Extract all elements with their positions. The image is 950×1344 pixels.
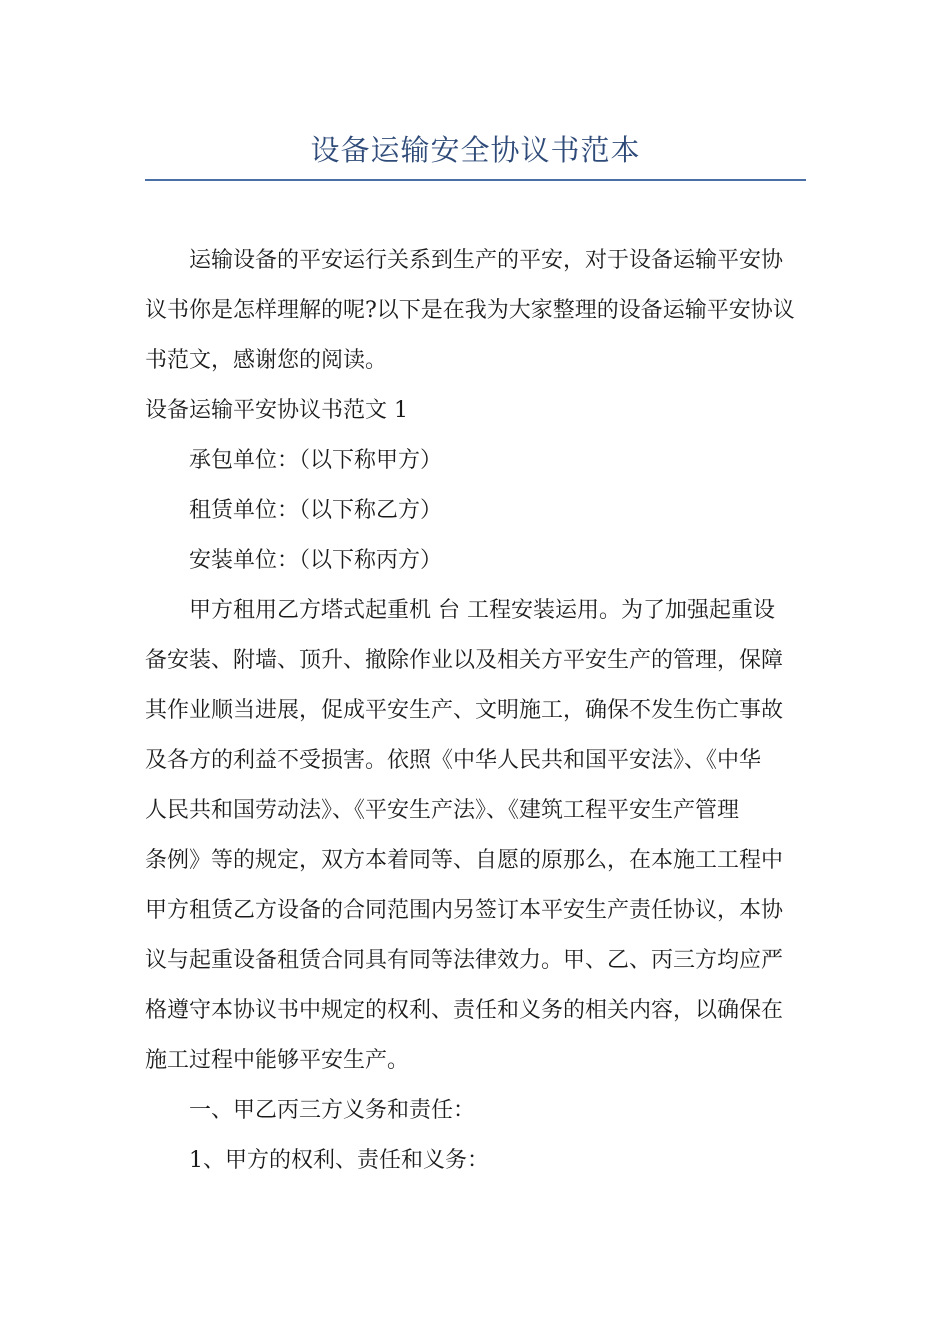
party-contractor: 承包单位：（以下称甲方）	[189, 448, 443, 473]
main-line: 备安装、附墙、顶升、撤除作业以及相关方平安生产的管理，保障	[145, 648, 784, 673]
section-heading: 设备运输平安协议书范文 1	[145, 398, 408, 423]
main-line: 议与起重设备租赁合同具有同等法律效力。甲、乙、丙三方均应严	[145, 948, 784, 973]
intro-line: 书范文，感谢您的阅读。	[145, 348, 388, 373]
main-line: 格遵守本协议书中规定的权利、责任和义务的相关内容，以确保在	[145, 998, 784, 1023]
main-line: 甲方租用乙方塔式起重机 台 工程安装运用。为了加强起重设	[189, 598, 775, 623]
main-line: 施工过程中能够平安生产。	[145, 1048, 410, 1073]
party-lessor: 租赁单位：（以下称乙方）	[189, 498, 443, 523]
intro-paragraph	[145, 236, 806, 386]
main-line: 及各方的利益不受损害。依照《中华人民共和国平安法》、《中华	[145, 748, 762, 773]
main-line: 条例》等的规定，双方本着同等、自愿的原那么，在本施工工程中	[145, 848, 784, 873]
main-paragraph	[145, 586, 806, 1086]
sub-clause-heading: 1、甲方的权利、责任和义务：	[189, 1148, 489, 1173]
main-line: 人民共和国劳动法》、《平安生产法》、《建筑工程平安生产管理	[145, 798, 740, 823]
document-body	[145, 236, 806, 1186]
main-line: 甲方租赁乙方设备的合同范围内另签订本平安生产责任协议，本协	[145, 898, 784, 923]
title-underline	[145, 179, 806, 181]
party-installer: 安装单位：（以下称丙方）	[189, 548, 443, 573]
clause-heading: 一、甲乙丙三方义务和责任：	[189, 1098, 476, 1123]
intro-line: 运输设备的平安运行关系到生产的平安，对于设备运输平安协	[189, 248, 784, 273]
document-title: 设备运输安全协议书范本	[310, 133, 641, 167]
intro-line: 议书你是怎样理解的呢?以下是在我为大家整理的设备运输平安协议	[145, 298, 795, 323]
main-line: 其作业顺当进展，促成平安生产、文明施工，确保不发生伤亡事故	[145, 698, 784, 723]
